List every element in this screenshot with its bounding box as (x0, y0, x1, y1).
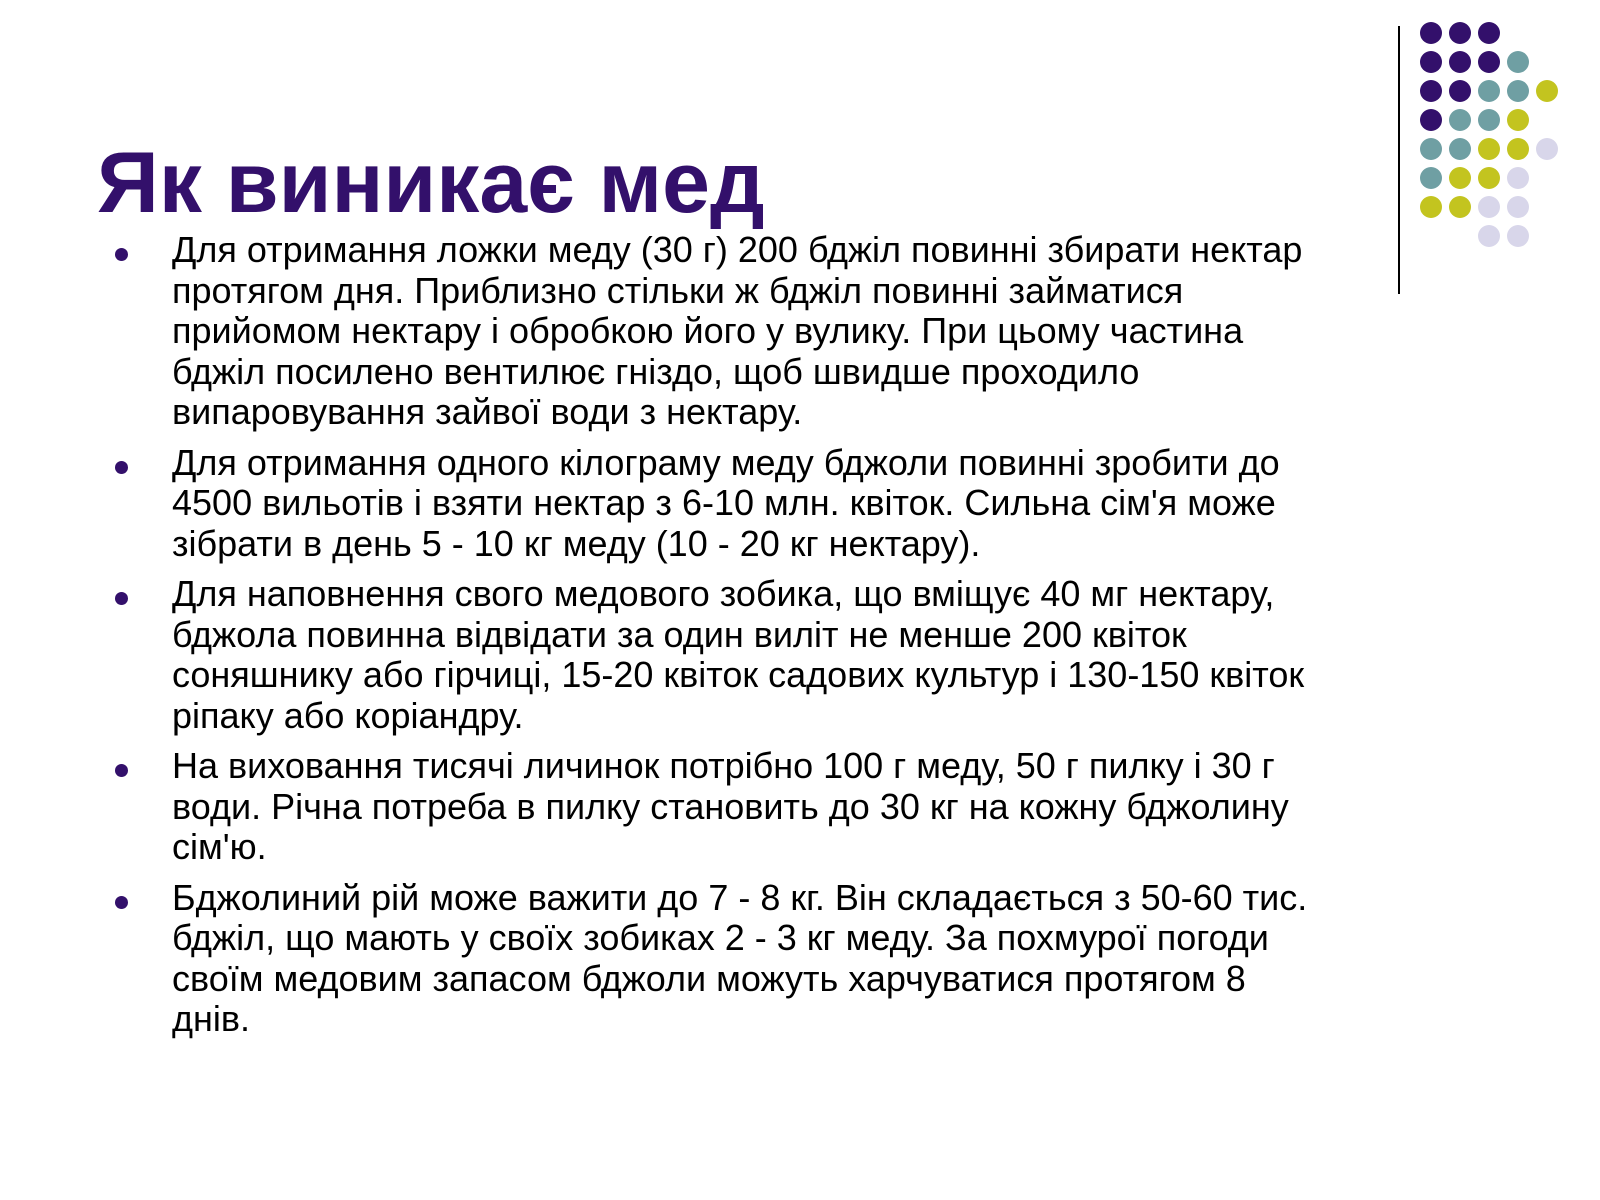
decorative-dot (1420, 22, 1442, 44)
slide-title: Як виникає мед (97, 135, 765, 231)
decorative-dot (1536, 138, 1558, 160)
decorative-dot (1507, 51, 1529, 73)
decorative-dot (1507, 167, 1529, 189)
bullet-text: Для отримання одного кілограму меду бджоли повинні зробити до 4500 вильотів і взяти нектар з 6-10 млн. квіток. Сильна сім'я може зібрати в день 5 - 10 кг меду (10 - 20 кг нектару). (172, 441, 1280, 564)
decorative-dot (1507, 109, 1529, 131)
decorative-dot (1478, 80, 1500, 102)
bullet-text: Бджолиний рій може важити до 7 - 8 кг. Він складається з 50-60 тис. бджіл, що мають у своїх зобиках 2 - 3 кг меду. За похмурої погоди своїм медовим запасом бджоли можуть харчуватися протягом 8 днів. (172, 876, 1308, 1039)
bullet-dot-icon (115, 461, 128, 474)
decorative-dot (1449, 80, 1471, 102)
decorative-dot (1449, 167, 1471, 189)
bullet-item (172, 746, 1532, 868)
bullet-dot-icon (115, 896, 128, 909)
bullet-item (172, 230, 1532, 433)
decorative-dot (1420, 109, 1442, 131)
decorative-dot (1449, 138, 1471, 160)
bullet-item (172, 443, 1532, 565)
bullet-item (172, 574, 1532, 736)
bullet-dot-icon (115, 592, 128, 605)
bullet-item (172, 878, 1532, 1040)
decorative-dot (1449, 196, 1471, 218)
bullet-dot-icon (115, 248, 128, 261)
decorative-dot (1449, 51, 1471, 73)
bullet-dot-icon (115, 764, 128, 777)
decorative-dot (1478, 196, 1500, 218)
decorative-dot (1420, 138, 1442, 160)
decorative-dot (1507, 138, 1529, 160)
decorative-dot (1420, 196, 1442, 218)
decorative-dot (1478, 51, 1500, 73)
decorative-dot (1507, 196, 1529, 218)
bullet-text: Для наповнення свого медового зобика, що вміщує 40 мг нектару, бджола повинна відвідати за один виліт не менше 200 квіток соняшнику або гірчиці, 15-20 квіток садових культур і 130-150 квіток ріпаку або коріандру. (172, 573, 1305, 736)
decorative-dot (1420, 167, 1442, 189)
decorative-dot (1420, 80, 1442, 102)
decorative-dot (1536, 80, 1558, 102)
decorative-dot (1449, 109, 1471, 131)
bullet-text: На виховання тисячі личинок потрібно 100 г меду, 50 г пилку і 30 г води. Річна потреба в пилку становить до 30 кг на кожну бджолину сім'ю. (172, 745, 1289, 867)
decorative-dot (1449, 22, 1471, 44)
decorative-dot (1478, 109, 1500, 131)
decorative-dot (1478, 138, 1500, 160)
decorative-dot (1420, 51, 1442, 73)
bullet-list (172, 230, 1532, 1050)
decorative-dot (1507, 80, 1529, 102)
decorative-dot (1478, 22, 1500, 44)
decorative-dot (1478, 167, 1500, 189)
bullet-text: Для отримання ложки меду (30 г) 200 бджіл повинні збирати нектар протягом дня. Приблизно стільки ж бджіл повинні займатися прийомом нектару і обробкою його у вулику. При цьому частина бджіл посилено вентилює гніздо, щоб швидше проходило випаровування зайвої води з нектару. (172, 229, 1303, 432)
decorative-dot-grid (1420, 22, 1590, 262)
